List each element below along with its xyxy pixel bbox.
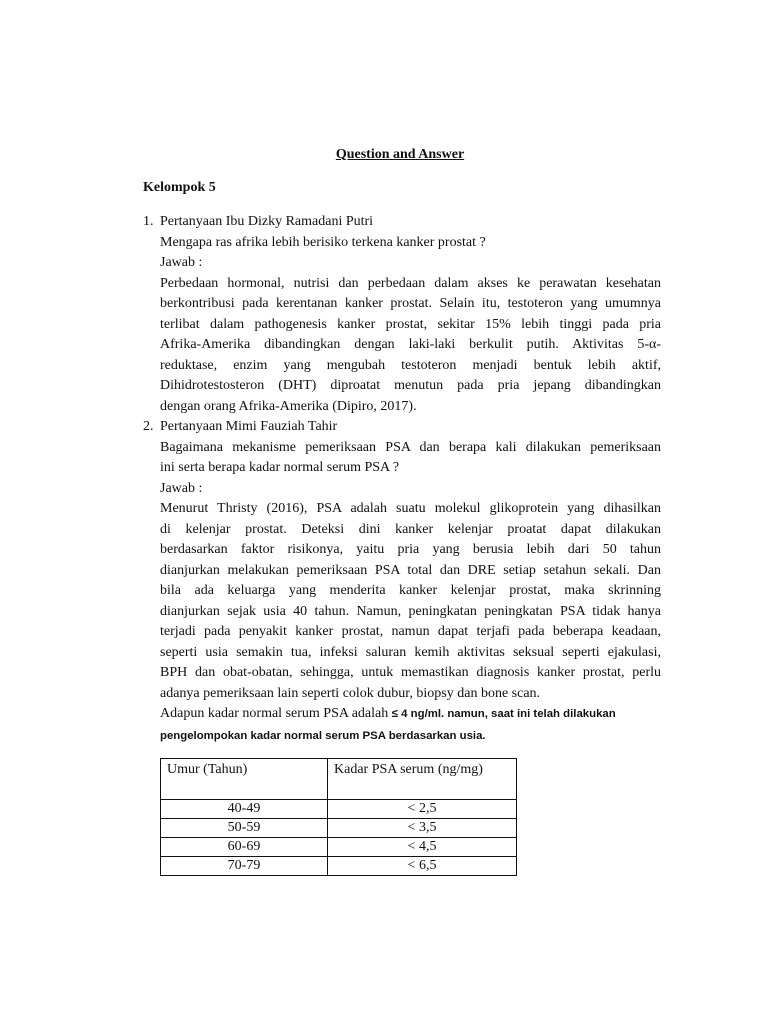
question-number: 2. — [143, 419, 154, 434]
table-cell-age: 40-49 — [161, 800, 328, 819]
answer-line: bila ada keluarga yang menderita kanker kelenjar prostat, maka skrinning — [160, 583, 661, 598]
answer-label: Jawab : — [160, 255, 203, 270]
answer-line: di kelenjar prostat. Deteksi dini kanker kelenjar proatat dapat dilakukan — [160, 521, 661, 537]
table-row — [161, 838, 517, 857]
table-cell-psa: < 4,5 — [328, 838, 517, 857]
psa-table — [160, 758, 517, 876]
answer-line: berkontribusi pada kerentanan kanker prostat. Selain itu, testoteron yang umumnya — [160, 296, 661, 311]
table-row — [161, 857, 517, 876]
kadar-normal-line-2 — [160, 725, 661, 747]
answer-line: seperti usia semakin tua, infeksi saluran kemih aktivitas seksual seperti ejakulasi, — [160, 644, 661, 660]
document-title: Question and Answer — [335, 147, 465, 162]
table-cell-age: 70-79 — [161, 857, 328, 876]
answer-line: terjadi pada penyakit kanker prostat, namun dapat terjafi pada beberapa keadaan, — [160, 624, 661, 639]
table-cell-psa: < 2,5 — [328, 800, 517, 819]
table-header-row — [161, 759, 517, 800]
kadar-normal-line — [160, 704, 661, 725]
answer-line: adanya pemeriksaan lain seperti colok dubur, biopsy dan bone scan. — [160, 685, 541, 701]
answer-line: dianjurkan melakukan pemeriksaan PSA total dan DRE setiap setahun sekali. Dan — [160, 562, 661, 578]
answer-line: dengan orang Afrika-Amerika (Dipiro, 2017). — [160, 398, 417, 414]
answer-line: reduktase, enzim yang mengubah testoteron menjadi bentuk lebih aktif, — [160, 357, 661, 373]
kadar-prefix: Adapun kadar normal serum PSA adalah — [160, 706, 392, 721]
table-row — [161, 819, 517, 838]
answer-line: Afrika-Amerika dibandingkan dengan laki-laki berkulit putih. Aktivitas 5-α- — [160, 337, 661, 352]
question-item-1 — [143, 212, 661, 417]
question-heading: Pertanyaan Ibu Dizky Ramadani Putri — [160, 214, 374, 229]
answer-line: terlibat dalam pathogenesis kanker prostat, sekitar 15% lebih tinggi pada pria — [160, 316, 661, 332]
answer-line: Perbedaan hormonal, nutrisi dan perbedaan dalam akses ke perawatan kesehatan — [160, 275, 661, 291]
table-cell-age: 50-59 — [161, 819, 328, 838]
answer-line: Menurut Thristy (2016), PSA adalah suatu molekul glikoprotein yang dihasilkan — [160, 501, 661, 516]
table-cell-age: 60-69 — [161, 838, 328, 857]
question-number: 1. — [143, 214, 154, 229]
group-label: Kelompok 5 — [143, 180, 216, 195]
kadar-bold-text: ≤ 4 ng/ml. namun, saat ini telah dilakukan — [391, 708, 616, 720]
question-heading: Pertanyaan Mimi Fauziah Tahir — [160, 419, 338, 434]
question-text: Mengapa ras afrika lebih berisiko terkena kanker prostat ? — [160, 234, 486, 250]
question-body — [160, 212, 661, 417]
answer-line: BPH dan obat-obatan, sehingga, untuk memastikan diagnosis kanker prostat, perlu — [160, 665, 661, 680]
question-text-line: Bagaimana mekanisme pemeriksaan PSA dan berapa kali dilakukan pemeriksaan — [160, 439, 661, 455]
question-body — [160, 417, 661, 747]
table-cell-psa: < 3,5 — [328, 819, 517, 838]
table-cell-psa: < 6,5 — [328, 857, 517, 876]
answer-line: dianjurkan sejak usia 40 tahun. Namun, peningkatan peningkatan PSA tidak hanya — [160, 603, 661, 619]
answer-label: Jawab : — [160, 480, 203, 496]
kadar-bold-text: pengelompokan kadar normal serum PSA berdasarkan usia. — [160, 729, 486, 742]
answer-line: Dihidrotestosteron (DHT) diproatat menutun pada pria jepang dibandingkan — [160, 378, 661, 393]
table-header-cell: Kadar PSA serum (ng/mg) — [328, 759, 517, 800]
answer-paragraph — [160, 499, 661, 704]
answer-line: berdasarkan faktor risikonya, yaitu pria yang berusia lebih dari 50 tahun — [160, 542, 661, 557]
question-text-line: ini serta berapa kadar normal serum PSA ? — [160, 460, 400, 475]
table-row — [161, 800, 517, 819]
answer-paragraph — [160, 274, 661, 418]
table-header-cell: Umur (Tahun) — [161, 759, 328, 800]
question-item-2 — [143, 417, 661, 747]
